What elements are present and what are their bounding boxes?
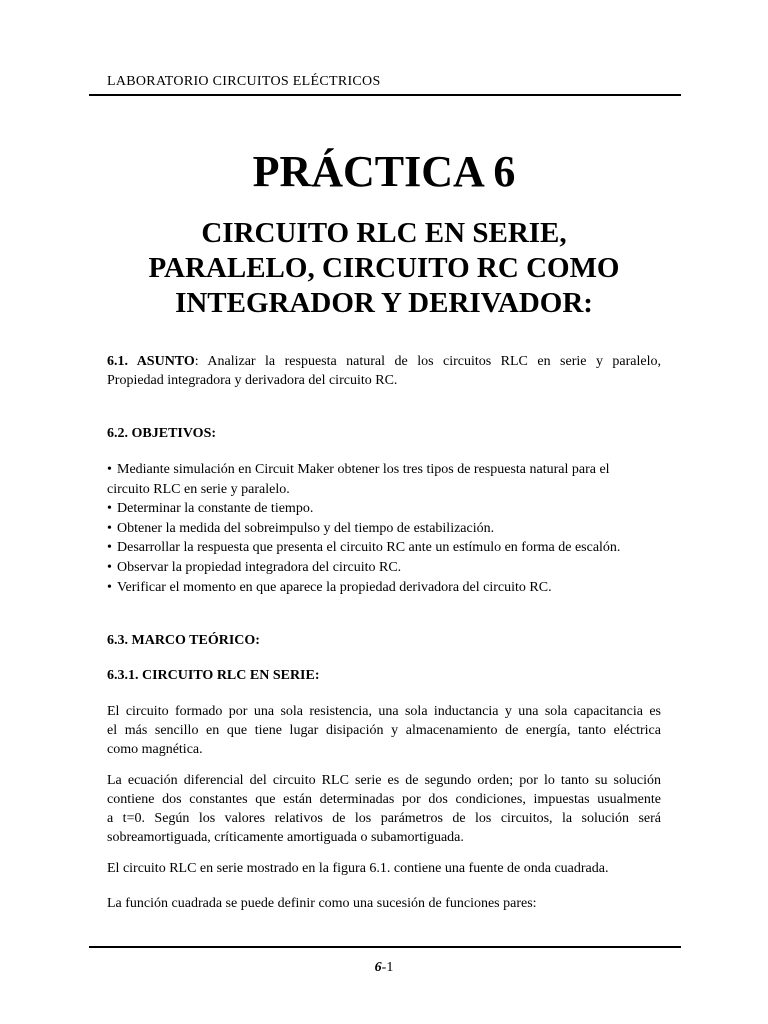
asunto-line-2: Propiedad integradora y derivadora del circuito RC. xyxy=(107,373,398,388)
list-item: • Obtener la medida del sobreimpulso y del tiempo de estabilización. xyxy=(107,519,667,539)
objetivos-heading: 6.2. OBJETIVOS: xyxy=(107,426,217,441)
marco-teorico-heading: 6.3. MARCO TEÓRICO: xyxy=(107,633,260,648)
page-chapter: 6 xyxy=(374,960,382,975)
paragraph-3: El circuito RLC en serie mostrado en la figura 6.1. contiene una fuente de onda cuadrada. xyxy=(107,861,609,876)
page-suffix: -1 xyxy=(381,960,394,975)
bullet-icon: • xyxy=(107,579,112,595)
bullet-icon: • xyxy=(107,559,112,575)
practice-title: PRÁCTICA 6 xyxy=(252,147,516,196)
list-item: • Determinar la constante de tiempo. xyxy=(107,499,667,519)
list-item: • Verificar el momento en que aparece la propiedad derivadora del circuito RC. xyxy=(107,578,667,598)
rlc-serie-heading: 6.3.1. CIRCUITO RLC EN SERIE: xyxy=(107,668,320,683)
footer-rule xyxy=(89,946,681,948)
asunto-label: 6.1. ASUNTO xyxy=(107,354,195,369)
practice-subtitle xyxy=(100,216,668,321)
paragraph-4: La función cuadrada se puede definir como una sucesión de funciones pares: xyxy=(107,896,537,911)
bullet-icon: • xyxy=(107,501,112,517)
objetivos-list xyxy=(107,460,667,597)
header-rule xyxy=(89,94,681,96)
list-item-continuation: circuito RLC en serie y paralelo. xyxy=(107,481,290,497)
asunto-line-1 xyxy=(107,352,661,371)
list-item: • Observar la propiedad integradora del circuito RC. xyxy=(107,558,667,578)
bullet-icon: • xyxy=(107,520,112,536)
list-item: • Desarrollar la respuesta que presenta el circuito RC ante un estímulo en forma de escalón. xyxy=(107,538,667,558)
paragraph-2: La ecuación diferencial del circuito RLC serie es de segundo orden; por lo tanto su solución contiene dos constantes que están determinadas por dos condiciones, impuestas usualmente a t=0. Según los valores relativos de los parámetros de los circuitos, la solución será sobreamortiguada, críticamente amortiguada o subamortiguada. xyxy=(107,773,661,845)
page-number xyxy=(0,960,768,976)
subtitle-line: PARALELO, CIRCUITO RC COMO xyxy=(148,252,620,284)
running-header: LABORATORIO CIRCUITOS ELÉCTRICOS xyxy=(107,74,381,89)
bullet-icon: • xyxy=(107,462,112,477)
list-item: • Mediante simulación en Circuit Maker obtener los tres tipos de respuesta natural para el xyxy=(107,460,667,480)
asunto-text: : Analizar la respuesta natural de los circuitos RLC en serie y paralelo, xyxy=(194,354,661,369)
subtitle-line: INTEGRADOR Y DERIVADOR: xyxy=(175,287,593,319)
asunto-section xyxy=(107,352,661,390)
subtitle-line: CIRCUITO RLC EN SERIE, xyxy=(201,217,567,249)
paragraph-1: El circuito formado por una sola resistencia, una sola inductancia y una sola capacitancia es el más sencillo en que tiene lugar disipación y almacenamiento de energía, tanto eléctrica como magnética. xyxy=(107,704,661,757)
bullet-icon: • xyxy=(107,540,112,556)
